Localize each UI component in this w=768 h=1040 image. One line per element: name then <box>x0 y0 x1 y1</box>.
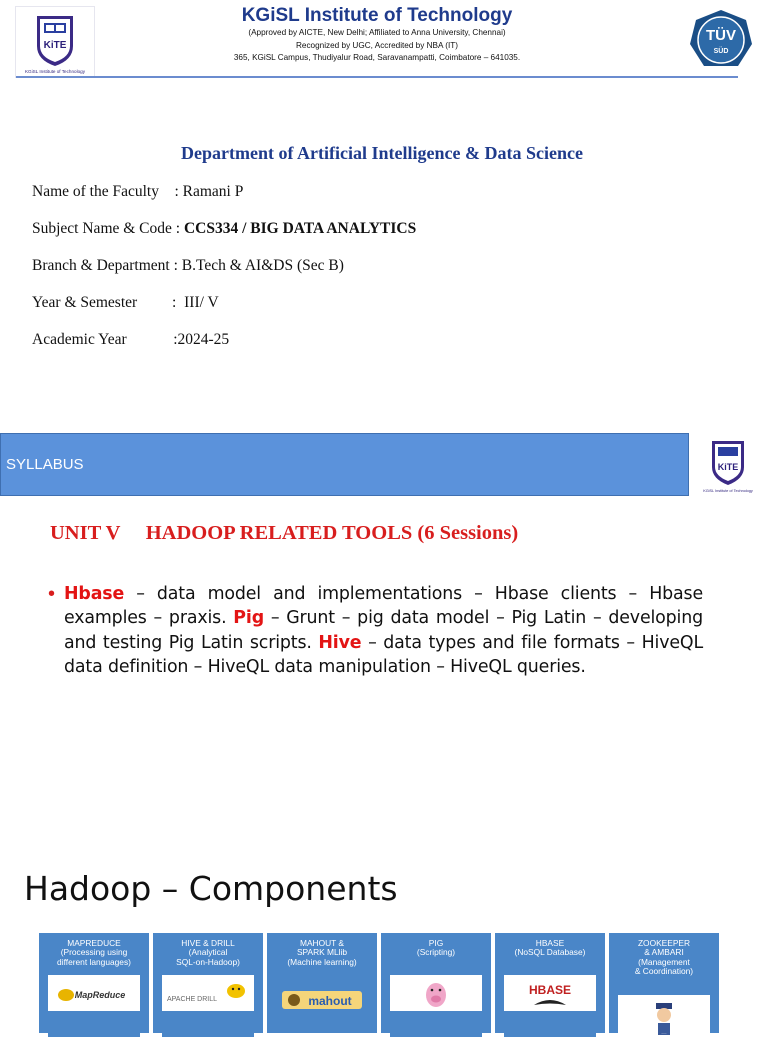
component-label: MAHOUT & SPARK MLlib (Machine learning) <box>287 938 357 967</box>
kgisl-logo-small <box>697 435 759 495</box>
kgisl-logo <box>15 6 95 78</box>
year-value: III/ V <box>184 294 219 311</box>
hbase-logo <box>504 975 596 1011</box>
mahout-logo-text: mahout <box>308 994 352 1008</box>
hbase-logo-text: HBASE <box>528 983 572 997</box>
component-footer <box>504 1017 596 1037</box>
subject-label: Subject Name & Code : <box>32 220 184 237</box>
pig-logo <box>390 975 482 1011</box>
faculty-label: Name of the Faculty : <box>32 183 183 200</box>
academic-year-label: Academic Year : <box>32 331 178 348</box>
component-footer <box>48 1017 140 1037</box>
components-diagram <box>37 931 723 1035</box>
academic-year-value: 2024-25 <box>177 331 230 348</box>
keyword-hive: Hive <box>318 632 362 653</box>
pig-logo-text: Pig <box>435 1010 437 1011</box>
zookeeper-logo <box>618 995 710 1035</box>
pig-topics: – Grunt – pig data model – Pig Latin – developing and testing Pig Latin scripts. <box>64 608 703 653</box>
approval-line: (Approved by AICTE, New Delhi; Affiliated to Anna University, Chennai) <box>248 28 506 37</box>
component-label: ZOOKEEPER & AMBARI (Management & Coordination) <box>634 938 694 977</box>
institute-name: KGiSL Institute of Technology <box>241 5 513 26</box>
bullet-marker: • <box>48 583 56 605</box>
academic-year-row <box>32 331 229 349</box>
mapreduce-logo <box>48 975 140 1011</box>
component-zookeeper-ambari <box>609 933 719 1033</box>
subject-row <box>32 220 416 238</box>
kgisl-small-logo-caption: KGiSL Institute of Technology <box>703 489 753 493</box>
department-heading: Department of Artificial Intelligence & Data Science <box>181 143 583 163</box>
drill-hive-logo <box>162 975 254 1011</box>
kgisl-logo-caption: KGiSL Institute of Technology <box>24 69 86 74</box>
subject-value: CCS334 / BIG DATA ANALYTICS <box>183 220 417 237</box>
components-title: Hadoop – Components <box>24 869 398 908</box>
component-label: PIG (Scripting) <box>416 938 456 958</box>
hive-topics: – data types and file formats – HiveQL data definition – HiveQL data manipulation – HiveQL queries. <box>64 632 703 677</box>
keyword-pig: Pig <box>233 608 264 629</box>
unit-heading: UNIT V HADOOP RELATED TOOLS (6 Sessions) <box>50 522 519 544</box>
sud-logo-text: SÜD <box>713 48 729 55</box>
accreditation-line: Recognized by UGC, Accredited by NBA (IT) <box>296 41 458 50</box>
zookeeper-logo-text: ZooKeeper <box>661 1034 667 1035</box>
header-divider <box>16 76 738 78</box>
mahout-logo <box>276 975 368 1011</box>
component-footer <box>162 1017 254 1037</box>
branch-label: Branch & Department : <box>32 257 182 274</box>
component-mapreduce <box>39 933 149 1033</box>
tuv-sud-logo <box>688 8 754 74</box>
component-label: MAPREDUCE (Processing using different languages) <box>57 938 131 967</box>
component-label: HIVE & DRILL (Analytical SQL-on-Hadoop) <box>176 938 240 967</box>
branch-row <box>32 257 344 275</box>
address-line: 365, KGiSL Campus, Thudiyalur Road, Saravanampatti, Coimbatore – 641035. <box>233 53 521 62</box>
syllabus-banner <box>0 433 689 496</box>
component-hbase <box>495 933 605 1033</box>
syllabus-content <box>64 582 703 679</box>
kgisl-logo-text: KiTE <box>43 40 67 51</box>
drill-logo-text: APACHE DRILL <box>166 996 218 1003</box>
faculty-value: Ramani P <box>182 183 244 200</box>
syllabus-title: SYLLABUS <box>6 456 84 473</box>
component-hive-drill <box>153 933 263 1033</box>
component-footer <box>390 1017 482 1037</box>
branch-value: B.Tech & AI&DS (Sec B) <box>181 257 344 274</box>
year-row <box>32 294 219 312</box>
mapreduce-logo-text: MapReduce <box>74 990 126 1000</box>
component-mahout-spark <box>267 933 377 1033</box>
component-pig <box>381 933 491 1033</box>
hbase-topics: – data model and implementations – Hbase clients – Hbase examples – praxis. <box>64 584 703 629</box>
component-label: HBASE (NoSQL Database) <box>514 938 586 958</box>
faculty-row <box>32 183 243 201</box>
tuv-logo-text: TÜV <box>706 27 736 44</box>
kgisl-small-logo-text: KiTE <box>717 462 739 472</box>
keyword-hbase: Hbase <box>64 584 125 604</box>
year-label: Year & Semester : <box>32 294 185 311</box>
